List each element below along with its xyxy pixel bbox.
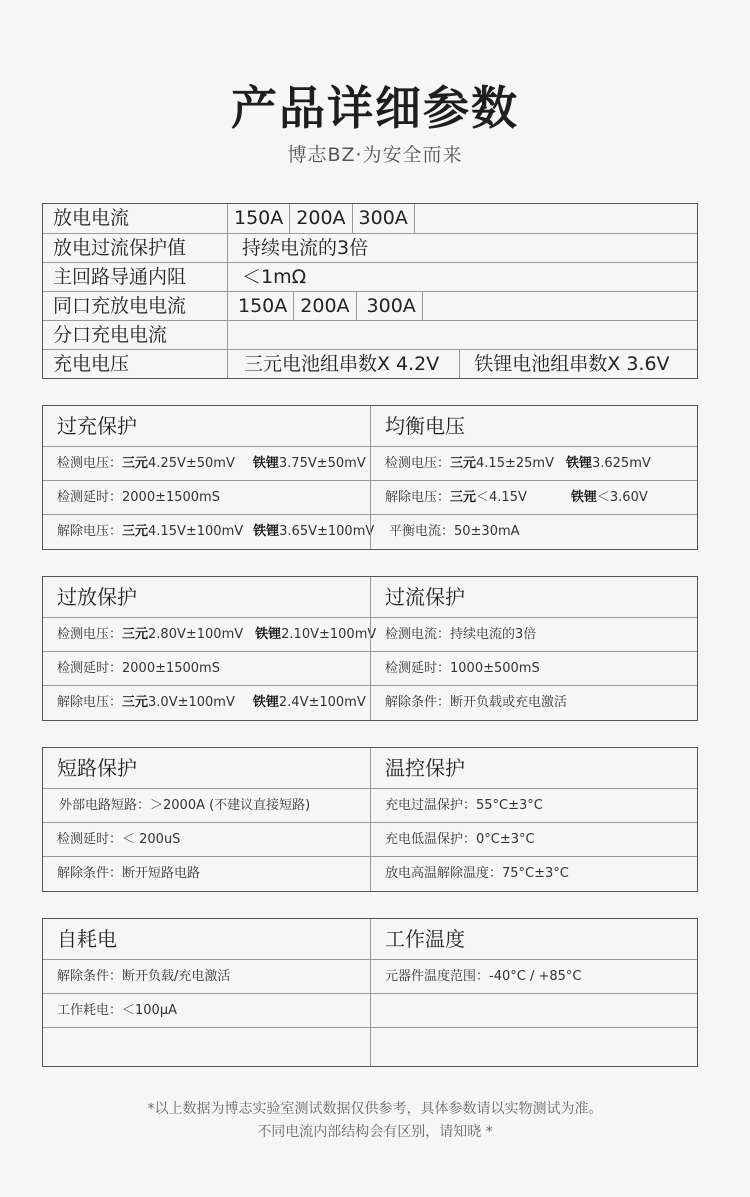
param-row: 检测电压：三元2.80V±100mV 铁锂2.10V±100mV bbox=[43, 618, 370, 652]
spec-row-resistance bbox=[43, 262, 697, 291]
temperature-section bbox=[370, 748, 697, 891]
overcharge-section bbox=[43, 406, 375, 549]
grid-overdischarge-overcurrent bbox=[42, 576, 698, 721]
param-row: 解除电压：三元4.15V±100mV 铁锂3.65V±100mV bbox=[57, 524, 375, 539]
spec-row-discharge-current bbox=[43, 204, 697, 233]
spec-row-split-port bbox=[43, 320, 697, 349]
param-row: 放电高温解除温度：75°C±3°C bbox=[385, 866, 569, 881]
page-subtitle: 博志BZ·为安全而来 bbox=[287, 144, 463, 166]
param-row: 充电低温保护：0°C±3°C bbox=[371, 823, 697, 857]
param-row bbox=[371, 994, 697, 1028]
overcurrent-section bbox=[370, 577, 697, 720]
param-row: 外部电路短路：＞2000A (不建议直接短路) bbox=[43, 789, 370, 823]
section-title: 过放保护 bbox=[43, 577, 370, 618]
spec-value: 持续电流的3倍 bbox=[242, 237, 369, 259]
param-row: 平衡电流：50±30mA bbox=[389, 524, 520, 539]
grid-self-worktemp bbox=[42, 918, 698, 1067]
param-row: 元器件温度范围：-40°C / +85°C bbox=[371, 960, 697, 994]
section-title: 温控保护 bbox=[371, 748, 697, 789]
section-title: 过流保护 bbox=[371, 577, 697, 618]
balance-section bbox=[370, 406, 697, 549]
section-title: 均衡电压 bbox=[371, 406, 697, 447]
spec-label: 主回路导通内阻 bbox=[43, 263, 228, 291]
spec-label: 分口充电电流 bbox=[43, 321, 228, 349]
spec-value-ternary: 三元电池组串数X 4.2V bbox=[228, 350, 460, 378]
spec-label: 同口充放电电流 bbox=[43, 292, 228, 320]
spec-row-overcurrent bbox=[43, 233, 697, 262]
footnote-line: *以上数据为博志实验室测试数据仅供参考，具体参数请以实物测试为准。 bbox=[147, 1101, 603, 1117]
section-title: 过充保护 bbox=[43, 406, 370, 447]
spec-value: 150A bbox=[228, 204, 290, 233]
spec-value-lfp: 铁锂电池组串数X 3.6V bbox=[474, 353, 670, 375]
spec-value: 200A bbox=[290, 204, 352, 233]
param-row: 工作耗电：＜100μA bbox=[43, 994, 370, 1028]
spec-value: 300A bbox=[353, 204, 415, 233]
spec-row-same-port bbox=[43, 291, 697, 320]
param-row bbox=[371, 1028, 697, 1066]
spec-label: 放电过流保护值 bbox=[43, 234, 228, 262]
section-title: 工作温度 bbox=[371, 919, 697, 960]
spec-value bbox=[228, 321, 248, 349]
param-row: 解除电压：三元＜4.15V 铁锂＜3.60V bbox=[371, 481, 697, 515]
param-row: 解除条件：断开负载/充电激活 bbox=[43, 960, 370, 994]
param-row: 检测延时：2000±1500mS bbox=[43, 652, 370, 686]
spec-row-charge-voltage bbox=[43, 349, 697, 378]
param-row: 检测延时：1000±500mS bbox=[371, 652, 697, 686]
param-row: 解除电压：三元3.0V±100mV 铁锂2.4V±100mV bbox=[57, 695, 366, 710]
spec-value: 200A bbox=[294, 292, 356, 320]
param-row: 检测电压：三元4.25V±50mV 铁锂3.75V±50mV bbox=[43, 447, 370, 481]
short-circuit-section bbox=[43, 748, 370, 891]
footnote bbox=[0, 1098, 750, 1144]
section-title: 自耗电 bbox=[43, 919, 370, 960]
overdischarge-section bbox=[43, 577, 377, 720]
spec-value: ＜1mΩ bbox=[242, 266, 307, 288]
param-row: 检测延时：＜ 200uS bbox=[43, 823, 370, 857]
param-row: 充电过温保护：55°C±3°C bbox=[371, 789, 697, 823]
grid-overcharge-balance bbox=[42, 405, 698, 550]
section-title: 短路保护 bbox=[43, 748, 370, 789]
param-row: 检测电压：三元4.15±25mV 铁锂3.625mV bbox=[371, 447, 697, 481]
page-header bbox=[0, 78, 750, 167]
param-row: 检测延时：2000±1500mS bbox=[43, 481, 370, 515]
param-row: 检测电流：持续电流的3倍 bbox=[371, 618, 697, 652]
spec-value: 300A bbox=[357, 292, 423, 320]
param-row bbox=[43, 1028, 370, 1066]
work-temp-section bbox=[370, 919, 697, 1066]
spec-table bbox=[42, 203, 698, 379]
page-title: 产品详细参数 bbox=[231, 81, 519, 135]
self-consumption-section bbox=[43, 919, 370, 1066]
spec-value: 150A bbox=[228, 292, 294, 320]
grid-short-temp bbox=[42, 747, 698, 892]
spec-label: 放电电流 bbox=[43, 204, 228, 233]
param-row: 解除条件：断开负载或充电激活 bbox=[385, 695, 568, 710]
footnote-line: 不同电流内部结构会有区别，请知晓 * bbox=[257, 1124, 493, 1140]
spec-label: 充电电压 bbox=[43, 350, 228, 378]
param-row: 解除条件：断开短路电路 bbox=[57, 866, 201, 881]
